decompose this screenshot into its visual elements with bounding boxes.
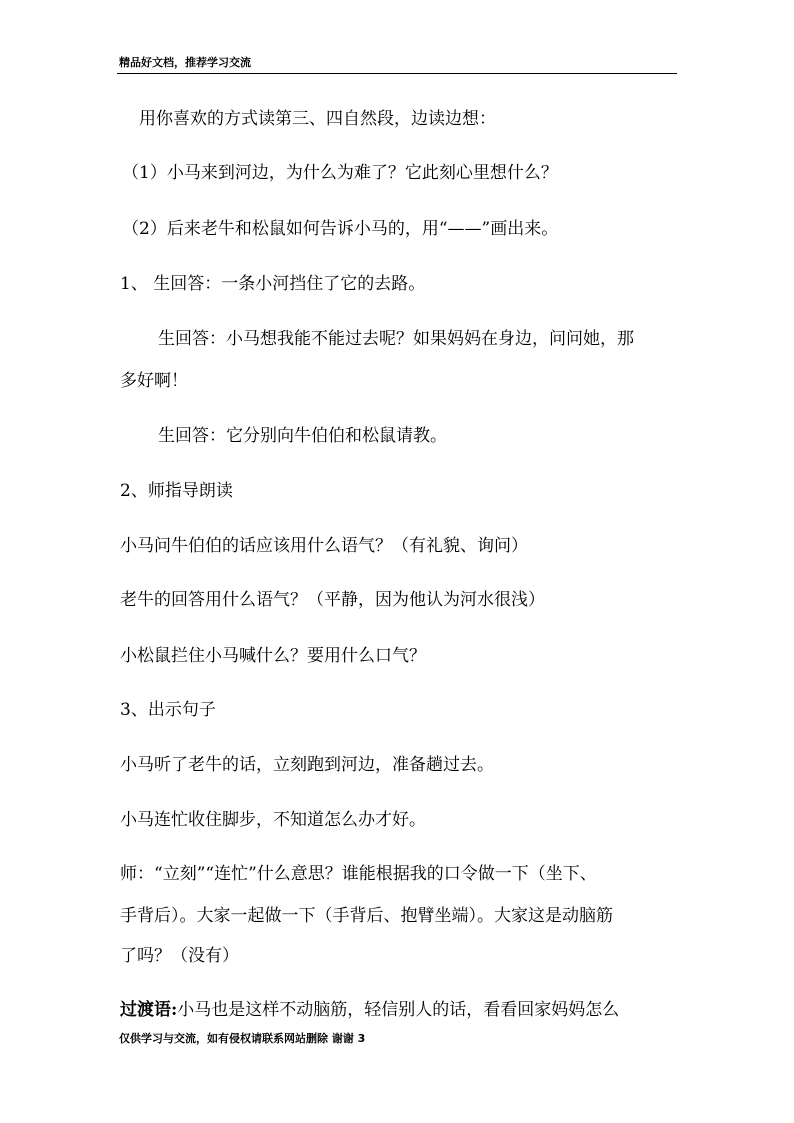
- paragraph-intro: 用你喜欢的方式读第三、四自然段，边读边想：: [139, 109, 496, 129]
- answer-2-line1: 生回答：小马想我能不能过去呢？如果妈妈在身边，问问她，那: [158, 329, 634, 349]
- footer-text: 仅供学习与交流，如有侵权请联系网站删除 谢谢: [119, 1032, 354, 1045]
- page-number: 3: [357, 1032, 366, 1045]
- answer-1: 1、 生回答：一条小河挡住了它的去路。: [120, 274, 426, 294]
- transition-text: 小马也是这样不动脑筋，轻信别人的话，看看回家妈妈怎么: [177, 1000, 620, 1020]
- answer-2-line2: 多好啊！: [120, 371, 188, 391]
- reading-guide-2: 老牛的回答用什么语气？（平静，因为他认为河水很浅）: [120, 590, 545, 610]
- transition-label: 过渡语:: [120, 1000, 178, 1020]
- teacher-line1: 师：“立刻”“连忙”什么意思？谁能根据我的口令做一下（坐下、: [120, 864, 597, 884]
- sentence-1: 小马听了老牛的话，立刻跑到河边，准备趟过去。: [120, 755, 494, 775]
- question-1: （1）小马来到河边，为什么为难了？它此刻心里想什么？: [122, 163, 558, 183]
- section-2-heading: 2、师指导朗读: [120, 481, 233, 501]
- reading-guide-1: 小马问牛伯伯的话应该用什么语气？（有礼貌、询问）: [120, 536, 528, 556]
- answer-3: 生回答：它分别向牛伯伯和松鼠请教。: [158, 426, 447, 446]
- section-3-heading: 3、出示句子: [120, 700, 216, 720]
- sentence-2: 小马连忙收住脚步，不知道怎么办才好。: [120, 810, 426, 830]
- teacher-line2: 手背后）。大家一起做一下（手背后、抱臂坐端）。大家这是动脑筋: [120, 906, 613, 926]
- header-divider: [117, 73, 677, 74]
- transition-paragraph: [120, 1000, 619, 1020]
- question-2: （2）后来老牛和松鼠如何告诉小马的，用“——”画出来。: [122, 219, 559, 239]
- teacher-line3: 了吗？（没有）: [120, 946, 239, 966]
- page-footer: [119, 1030, 365, 1046]
- page-header: 精品好文档，推荐学习交流: [119, 56, 251, 69]
- reading-guide-3: 小松鼠拦住小马喊什么？要用什么口气？: [120, 646, 426, 666]
